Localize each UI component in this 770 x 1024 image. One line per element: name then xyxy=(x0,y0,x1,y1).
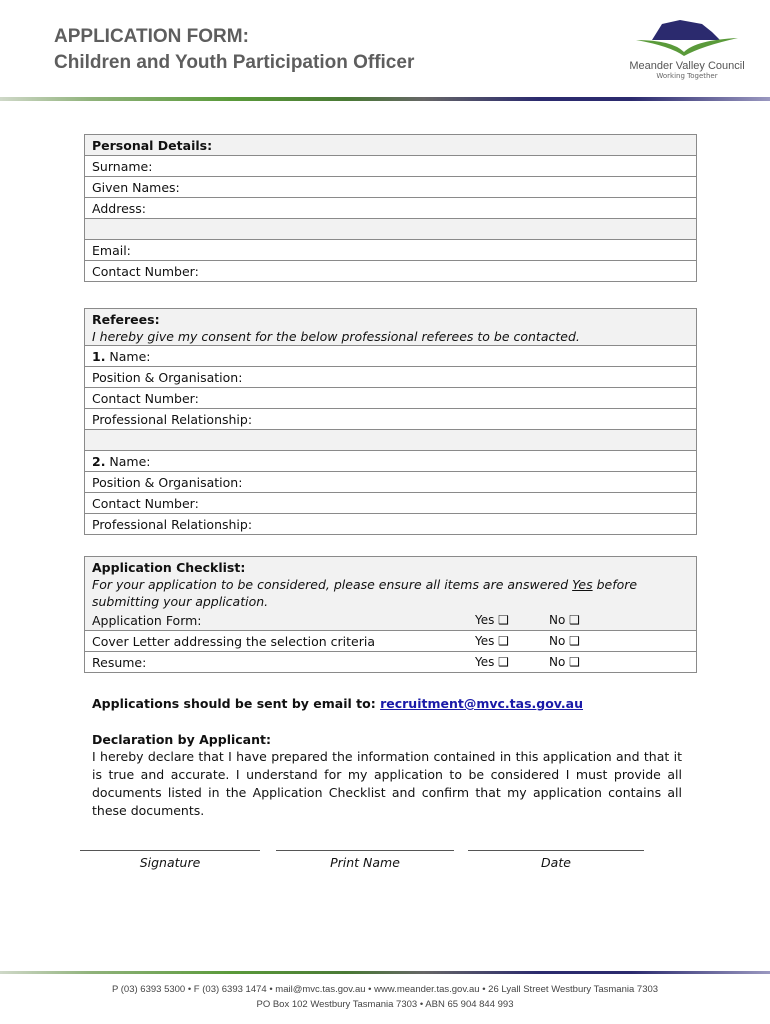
checklist-note: For your application to be considered, please ensure all items are answered xyxy=(92,577,573,592)
referee2-number: 2. xyxy=(92,453,106,469)
form-subtitle: Children and Youth Participation Officer xyxy=(54,52,415,73)
referees-heading: Referees: xyxy=(92,312,160,327)
email-field[interactable]: Email: xyxy=(85,240,697,261)
checklist-item-label: Resume: xyxy=(85,652,469,673)
personal-details-table xyxy=(84,134,697,282)
yes-checkbox[interactable]: Yes ❑ xyxy=(468,631,542,652)
print-name-line[interactable]: Print Name xyxy=(276,850,454,870)
checklist-note-end: before submitting your application. xyxy=(92,577,638,609)
name-label: Name: xyxy=(105,348,151,364)
checklist-item-label: Cover Letter addressing the selection criteria xyxy=(85,631,469,652)
footer-address: PO Box 102 Westbury Tasmania 7303 • ABN 65 904 844 993 xyxy=(256,999,514,1010)
date-line[interactable]: Date xyxy=(468,850,644,870)
referee1-relationship-field[interactable]: Professional Relationship: xyxy=(85,409,697,430)
name-label: Name: xyxy=(105,453,151,469)
referee2-name-field[interactable] xyxy=(85,451,697,472)
personal-heading: Personal Details: xyxy=(85,135,697,156)
referee1-position-field[interactable]: Position & Organisation: xyxy=(85,367,697,388)
yes-checkbox[interactable]: Yes ❑ xyxy=(468,652,542,673)
council-logo xyxy=(622,18,752,80)
signature-line[interactable]: Signature xyxy=(80,850,260,870)
referee2-contact-field[interactable]: Contact Number: xyxy=(85,493,697,514)
referee2-position-field[interactable]: Position & Organisation: xyxy=(85,472,697,493)
contact-number-field[interactable]: Contact Number: xyxy=(85,261,697,282)
referee1-number: 1. xyxy=(92,348,106,364)
form-title: APPLICATION FORM: xyxy=(54,26,249,47)
referee2-relationship-field[interactable]: Professional Relationship: xyxy=(85,514,697,535)
mountain-logo-icon xyxy=(632,18,742,56)
no-checkbox[interactable]: No ❑ xyxy=(542,652,697,673)
referee1-name-field[interactable] xyxy=(85,346,697,367)
checklist-note-yes: Yes xyxy=(572,577,593,592)
logo-tagline: Working Together xyxy=(656,72,718,80)
declaration-text: I hereby declare that I have prepared the information contained in this application and that it is true and accurate. I understand for my application to be considered I must provide all documents listed in the Application Checklist and confirm that my application contains all these documents. xyxy=(92,749,682,818)
address-field[interactable]: Address: xyxy=(85,198,697,219)
declaration-heading: Declaration by Applicant: xyxy=(92,732,271,747)
no-checkbox[interactable]: No ❑ xyxy=(542,610,697,631)
address-field-line2[interactable] xyxy=(85,219,697,240)
checklist-item-label: Application Form: xyxy=(85,610,469,631)
checklist-table xyxy=(84,556,697,673)
referee-spacer-row xyxy=(85,430,697,451)
footer-divider xyxy=(0,971,770,974)
no-checkbox[interactable]: No ❑ xyxy=(542,631,697,652)
referee1-contact-field[interactable]: Contact Number: xyxy=(85,388,697,409)
referees-consent: I hereby give my consent for the below professional referees to be contacted. xyxy=(92,329,580,344)
given-names-field[interactable]: Given Names: xyxy=(85,177,697,198)
yes-checkbox[interactable]: Yes ❑ xyxy=(468,610,542,631)
checklist-heading: Application Checklist: xyxy=(92,560,246,575)
surname-field[interactable]: Surname: xyxy=(85,156,697,177)
footer-contact: P (03) 6393 5300 • F (03) 6393 1474 • mail@mvc.tas.gov.au • www.meander.tas.gov.au • 26 Lyall Street Westbury Tasmania 7303 xyxy=(111,984,659,995)
logo-name: Meander Valley Council xyxy=(629,60,745,72)
email-instruction: Applications should be sent by email to: xyxy=(92,696,381,711)
referees-table xyxy=(84,308,697,535)
header-divider xyxy=(0,97,770,101)
recruitment-email-link[interactable]: recruitment@mvc.tas.gov.au xyxy=(380,696,584,711)
